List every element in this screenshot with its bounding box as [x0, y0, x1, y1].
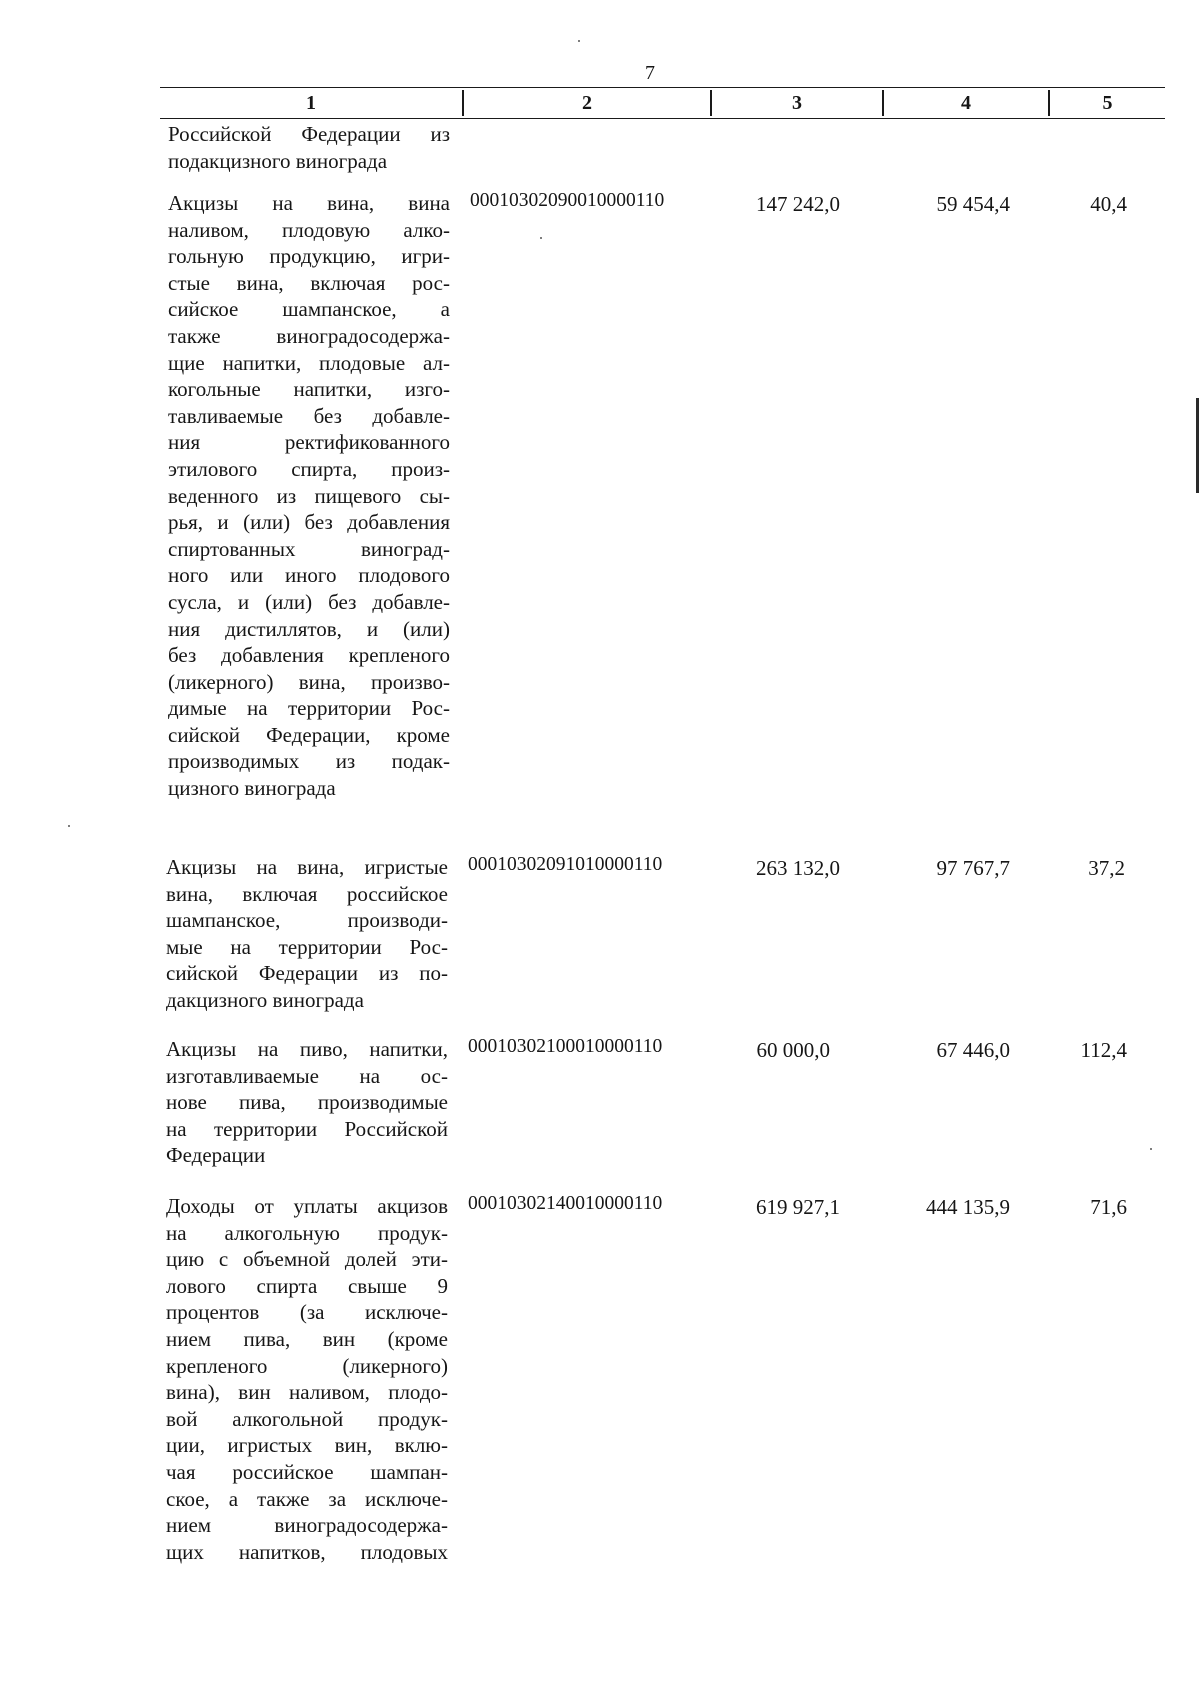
description-line: дакцизного винограда [166, 987, 364, 1012]
description-line: когольные напитки, изго- [168, 377, 450, 402]
description-line: изготавливаемые на ос- [166, 1063, 448, 1088]
description-line: Доходы от уплаты акцизов [166, 1194, 448, 1218]
value-column-3: 263 132,0 [756, 856, 840, 880]
page-number: 7 [645, 62, 655, 84]
description-line: на территории Российской [166, 1116, 448, 1141]
budget-classification-code: 00010302100010000110 [468, 1036, 663, 1057]
value-column-3: 147 242,0 [756, 192, 840, 216]
description-line: гольную продукцию, игри- [168, 244, 450, 269]
budget-classification-code: 00010302090010000110 [470, 190, 665, 211]
table-header-row [160, 87, 1165, 119]
row-description [166, 1193, 448, 1565]
description-line: вина, включая российское [166, 881, 448, 906]
description-line: стые вина, включая рос- [168, 270, 450, 295]
value-column-4: 97 767,7 [936, 856, 1010, 880]
scan-speck [1150, 1148, 1152, 1150]
description-line: Акцизы на вина, игристые [166, 855, 448, 879]
description-line: ции, игристых вин, вклю- [166, 1433, 448, 1458]
description-line: подакцизного винограда [168, 148, 388, 173]
description-line: нием пива, вин (кроме [166, 1326, 448, 1351]
column-header-2: 2 [582, 92, 592, 114]
description-line: нове пива, производимые [166, 1090, 448, 1115]
description-line: веденного из пищевого сы- [168, 483, 450, 508]
budget-classification-code: 00010302091010000110 [468, 854, 663, 875]
description-line: сийское шампанское, а [168, 297, 450, 322]
scan-edge-mark [1196, 398, 1199, 493]
description-line: сийской Федерации, кроме [168, 722, 450, 747]
scan-speck [68, 825, 70, 827]
description-line: ния ректификованного [168, 430, 450, 455]
description-line: цию с объемной долей эти- [166, 1247, 448, 1272]
description-line: также виноградосодержа- [168, 323, 450, 348]
row-description [168, 190, 450, 802]
description-line: этилового спирта, произ- [168, 456, 450, 481]
description-line: спиртованных виноград- [168, 536, 450, 561]
column-header-4: 4 [961, 92, 971, 114]
description-line: крепленого (ликерного) [166, 1353, 448, 1378]
value-column-4: 59 454,4 [936, 192, 1010, 216]
row-description [166, 854, 448, 1014]
description-line: шампанское, производи- [166, 908, 448, 933]
description-line: щих напитков, плодовых [166, 1539, 448, 1564]
column-header-1: 1 [306, 92, 316, 114]
description-line: ское, а также за исключе- [166, 1486, 448, 1511]
column-header-5: 5 [1102, 92, 1113, 114]
description-line: рья, и (или) без добавления [168, 510, 450, 535]
description-line: ния дистиллятов, и (или) [168, 616, 450, 641]
scan-speck [540, 237, 542, 239]
budget-classification-code: 00010302140010000110 [468, 1193, 663, 1214]
description-line: Федерации [166, 1143, 266, 1168]
description-line: сийской Федерации из по- [166, 961, 448, 986]
description-line: димые на территории Рос- [168, 696, 450, 721]
description-line: наливом, плодовую алко- [168, 217, 450, 242]
description-line: нием виноградосодержа- [166, 1513, 448, 1538]
value-column-3: 619 927,1 [756, 1195, 840, 1219]
description-line: на алкогольную продук- [166, 1220, 448, 1245]
description-line: вина), вин наливом, плодо- [166, 1380, 448, 1405]
value-column-4: 67 446,0 [936, 1038, 1010, 1062]
value-column-5: 71,6 [1090, 1195, 1127, 1219]
description-line: чая российское шампан- [166, 1459, 448, 1484]
value-column-5: 112,4 [1080, 1038, 1127, 1062]
description-line: Российской Федерации из [168, 122, 450, 146]
description-line: (ликерного) вина, произво- [168, 669, 450, 694]
column-header-3: 3 [792, 92, 802, 114]
value-column-5: 37,2 [1088, 856, 1125, 880]
description-line: тавливаемые без добавле- [168, 403, 450, 428]
value-column-5: 40,4 [1090, 192, 1127, 216]
description-line: без добавления крепленого [168, 643, 450, 668]
value-column-3: 60 000,0 [756, 1038, 830, 1062]
description-line: лового спирта свыше 9 [166, 1273, 448, 1298]
description-line: процентов (за исключе- [166, 1300, 448, 1325]
description-line: Акцизы на пиво, напитки, [166, 1037, 448, 1061]
description-line: щие напитки, плодовые ал- [168, 350, 450, 375]
value-column-4: 444 135,9 [926, 1195, 1010, 1219]
description-line: ного или иного плодового [168, 563, 450, 588]
scan-speck [578, 40, 580, 42]
description-line: цизного винограда [168, 776, 336, 801]
description-line: мые на территории Рос- [166, 934, 448, 959]
row-description [166, 1036, 448, 1169]
description-line: Акцизы на вина, вина [168, 191, 450, 215]
description-line: производимых из подак- [168, 749, 450, 774]
row-description [168, 121, 450, 174]
description-line: сусла, и (или) без добавле- [168, 589, 450, 614]
description-line: вой алкогольной продук- [166, 1406, 448, 1431]
